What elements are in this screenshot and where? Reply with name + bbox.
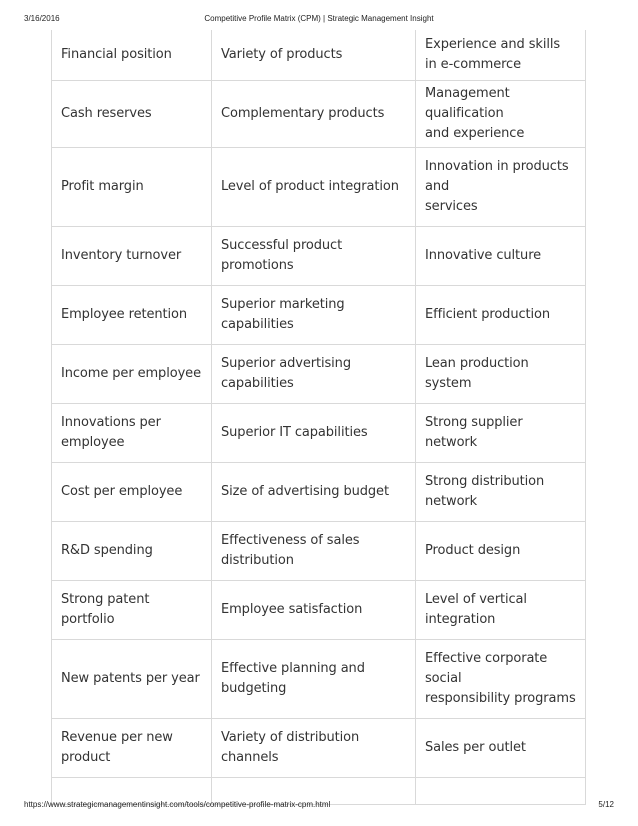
table-cell-factor-col-2: Superior IT capabilities — [211, 404, 415, 462]
table-cell-factor-col-2: Superior marketing capabilities — [211, 286, 415, 344]
table-row — [51, 581, 586, 640]
print-date: 3/16/2016 — [24, 14, 60, 23]
table-row — [51, 81, 586, 148]
page-footer — [0, 800, 638, 814]
table-cell-factor-col-1: Revenue per new product — [51, 719, 211, 777]
table-cell-factor-col-2: Effective planning and budgeting — [211, 640, 415, 718]
factors-table — [51, 30, 586, 805]
table-cell-factor-col-3: Lean production system — [415, 345, 586, 403]
table-cell-factor-col-3: Effective corporate social responsibility programs — [415, 640, 586, 718]
table-cell-factor-col-1: New patents per year — [51, 640, 211, 718]
table-cell-factor-col-1: Cost per employee — [51, 463, 211, 521]
table-row — [51, 148, 586, 227]
table-cell-factor-col-1: Income per employee — [51, 345, 211, 403]
table-row — [51, 345, 586, 404]
table-row — [51, 522, 586, 581]
table-cell-factor-col-2: Level of product integration — [211, 148, 415, 226]
table-cell-factor-col-3: Strong supplier network — [415, 404, 586, 462]
page-url[interactable]: https://www.strategicmanagementinsight.com/tools/competitive-profile-matrix-cpm.html — [24, 800, 331, 809]
table-row — [51, 227, 586, 286]
table-cell-factor-col-2: Superior advertising capabilities — [211, 345, 415, 403]
table-cell-factor-col-2: Complementary products — [211, 81, 415, 147]
table-cell-factor-col-3: Sales per outlet — [415, 719, 586, 777]
table-cell-factor-col-3: Management qualification and experience — [415, 81, 586, 147]
table-cell-factor-col-1: Cash reserves — [51, 81, 211, 147]
table-cell-factor-col-1: Profit margin — [51, 148, 211, 226]
table-cell-factor-col-3: Strong distribution network — [415, 463, 586, 521]
table-row — [51, 30, 586, 81]
table-cell-factor-col-2: Size of advertising budget — [211, 463, 415, 521]
table-cell-factor-col-1: R&D spending — [51, 522, 211, 580]
table-cell-factor-col-3: Innovation in products and services — [415, 148, 586, 226]
table-cell-factor-col-1: Financial position — [51, 30, 211, 80]
page-title: Competitive Profile Matrix (CPM) | Strategic Management Insight — [204, 14, 434, 23]
table-row — [51, 719, 586, 778]
table-cell-factor-col-3: Level of vertical integration — [415, 581, 586, 639]
page-header — [0, 14, 638, 28]
table-cell-factor-col-1: Strong patent portfolio — [51, 581, 211, 639]
table-row — [51, 286, 586, 345]
table-cell-factor-col-3: Efficient production — [415, 286, 586, 344]
page-number: 5/12 — [598, 800, 614, 809]
table-cell-factor-col-3: Experience and skills in e-commerce — [415, 30, 586, 80]
table-row — [51, 463, 586, 522]
table-cell-factor-col-2: Employee satisfaction — [211, 581, 415, 639]
table-cell-factor-col-1: Inventory turnover — [51, 227, 211, 285]
table-row — [51, 404, 586, 463]
table-cell-factor-col-1: Employee retention — [51, 286, 211, 344]
table-cell-factor-col-3: Product design — [415, 522, 586, 580]
table-row — [51, 640, 586, 719]
table-cell-factor-col-3: Innovative culture — [415, 227, 586, 285]
table-cell-factor-col-2: Successful product promotions — [211, 227, 415, 285]
table-cell-factor-col-1: Innovations per employee — [51, 404, 211, 462]
table-cell-factor-col-2: Effectiveness of sales distribution — [211, 522, 415, 580]
table-cell-factor-col-2: Variety of products — [211, 30, 415, 80]
table-cell-factor-col-2: Variety of distribution channels — [211, 719, 415, 777]
